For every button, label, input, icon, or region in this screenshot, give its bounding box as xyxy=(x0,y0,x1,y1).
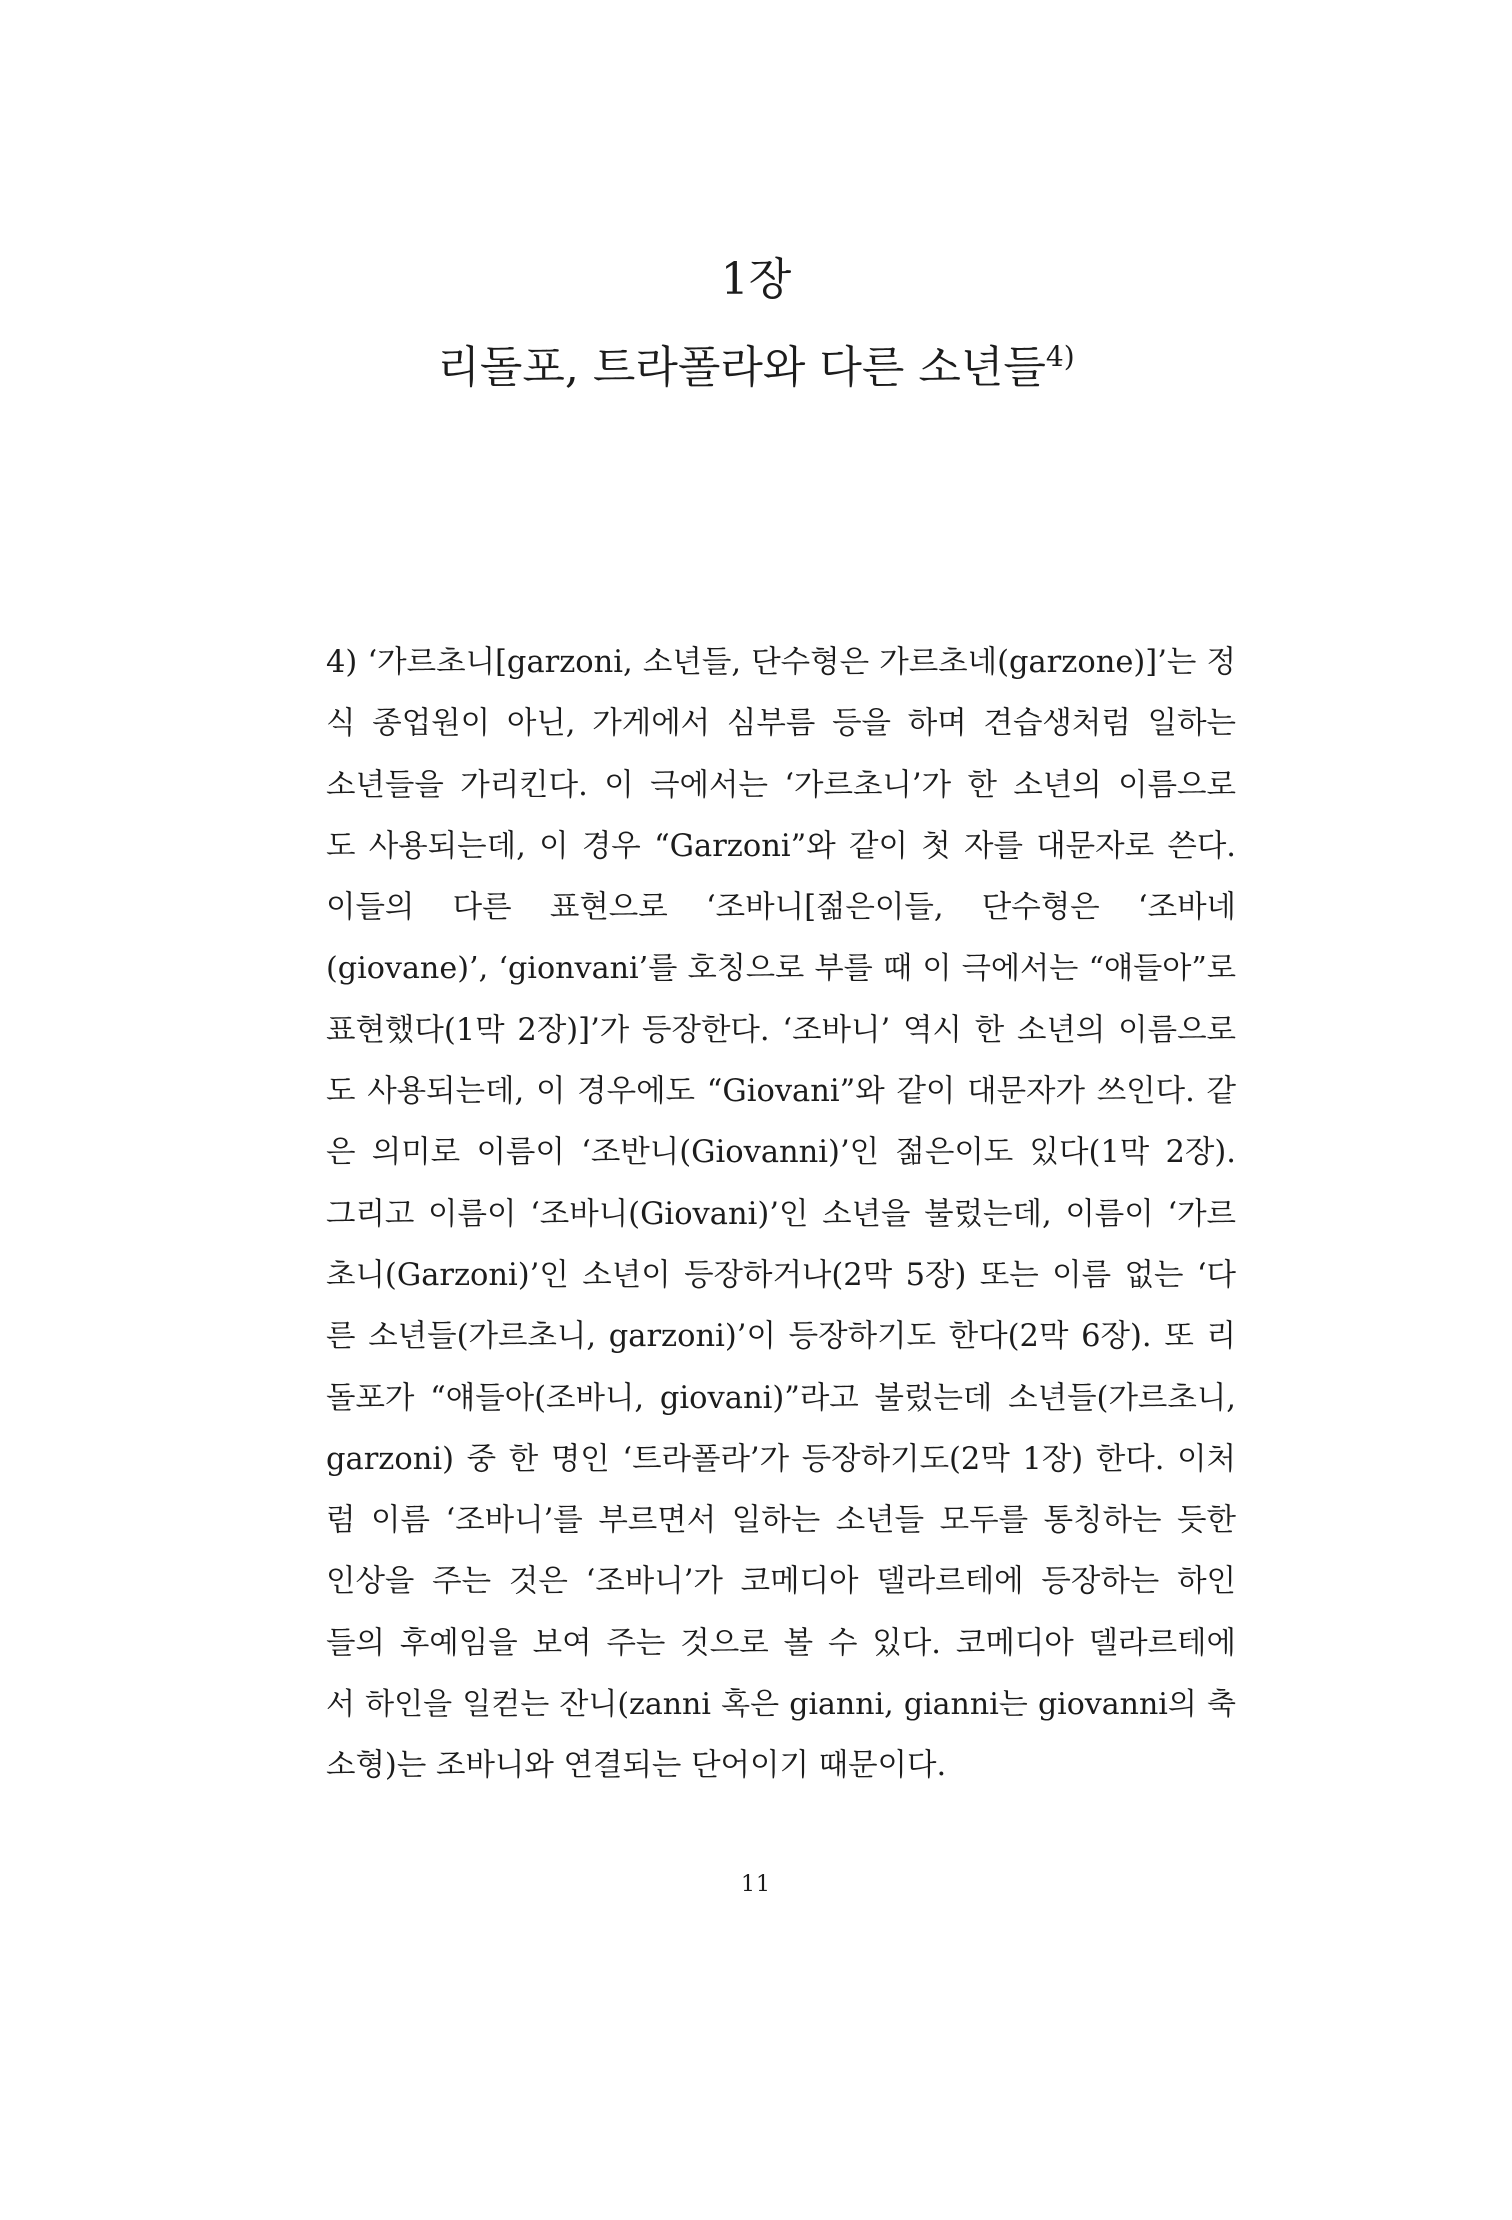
footnote-line: 른 소년들(가르초니, garzoni)’이 등장하기도 한다(2막 6장). 또 리 xyxy=(326,1319,1236,1355)
footnote-line: 은 의미로 이름이 ‘조반니(Giovanni)’인 젊은이도 있다(1막 2장). xyxy=(326,1135,1236,1171)
footnote-line: 초니(Garzoni)’인 소년이 등장하거나(2막 5장) 또는 이름 없는 ‘다 xyxy=(326,1257,1236,1293)
chapter-number: 1장 xyxy=(720,254,792,305)
chapter-title-text: 리돌포, 트라폴라와 다른 소년들 xyxy=(437,342,1046,393)
footnote-line: 들의 후예임을 보여 주는 것으로 볼 수 있다. 코메디아 델라르테에 xyxy=(326,1625,1236,1661)
footnote-reference[interactable]: 4) xyxy=(1045,340,1075,373)
footnote xyxy=(326,632,1236,1797)
footnote-line: 소형)는 조바니와 연결되는 단어이기 때문이다. xyxy=(326,1748,947,1784)
footnote-line: garzoni) 중 한 명인 ‘트라폴라’가 등장하기도(2막 1장) 한다. 이처 xyxy=(326,1441,1236,1477)
footnote-line: 돌포가 “얘들아(조바니, giovani)”라고 불렀는데 소년들(가르초니, xyxy=(326,1380,1236,1416)
footnote-line: 소년들을 가리킨다. 이 극에서는 ‘가르초니’가 한 소년의 이름으로 xyxy=(326,767,1236,803)
footnote-line: 이들의 다른 표현으로 ‘조바니[젊은이들, 단수형은 ‘조바네 xyxy=(326,890,1236,926)
footnote-line: 도 사용되는데, 이 경우에도 “Giovani”와 같이 대문자가 쓰인다. 같 xyxy=(326,1074,1236,1110)
footnote-line: 그리고 이름이 ‘조바니(Giovani)’인 소년을 불렀는데, 이름이 ‘가르 xyxy=(326,1196,1236,1232)
footnote-line: 인상을 주는 것은 ‘조바니’가 코메디아 델라르테에 등장하는 하인 xyxy=(326,1564,1236,1600)
footnote-line: 표현했다(1막 2장)]’가 등장한다. ‘조바니’ 역시 한 소년의 이름으로 xyxy=(326,1012,1236,1048)
footnote-line: 럼 이름 ‘조바니’를 부르면서 일하는 소년들 모두를 통칭하는 듯한 xyxy=(326,1503,1236,1539)
footnote-line: (giovane)’, ‘gionvani’를 호칭으로 부를 때 이 극에서는 “얘들아”로 xyxy=(326,951,1236,987)
page-number: 11 xyxy=(741,1872,771,1897)
footnote-line: 서 하인을 일컫는 잔니(zanni 혹은 gianni, gianni는 giovanni의 축 xyxy=(326,1687,1236,1723)
footnote-line: 도 사용되는데, 이 경우 “Garzoni”와 같이 첫 자를 대문자로 쓴다. xyxy=(326,828,1236,864)
footnote-line: 식 종업원이 아닌, 가게에서 심부름 등을 하며 견습생처럼 일하는 xyxy=(326,706,1236,742)
footnote-line: 4) ‘가르초니[garzoni, 소년들, 단수형은 가르초네(garzone)]’는 정 xyxy=(326,645,1236,680)
chapter-title xyxy=(0,338,1512,398)
